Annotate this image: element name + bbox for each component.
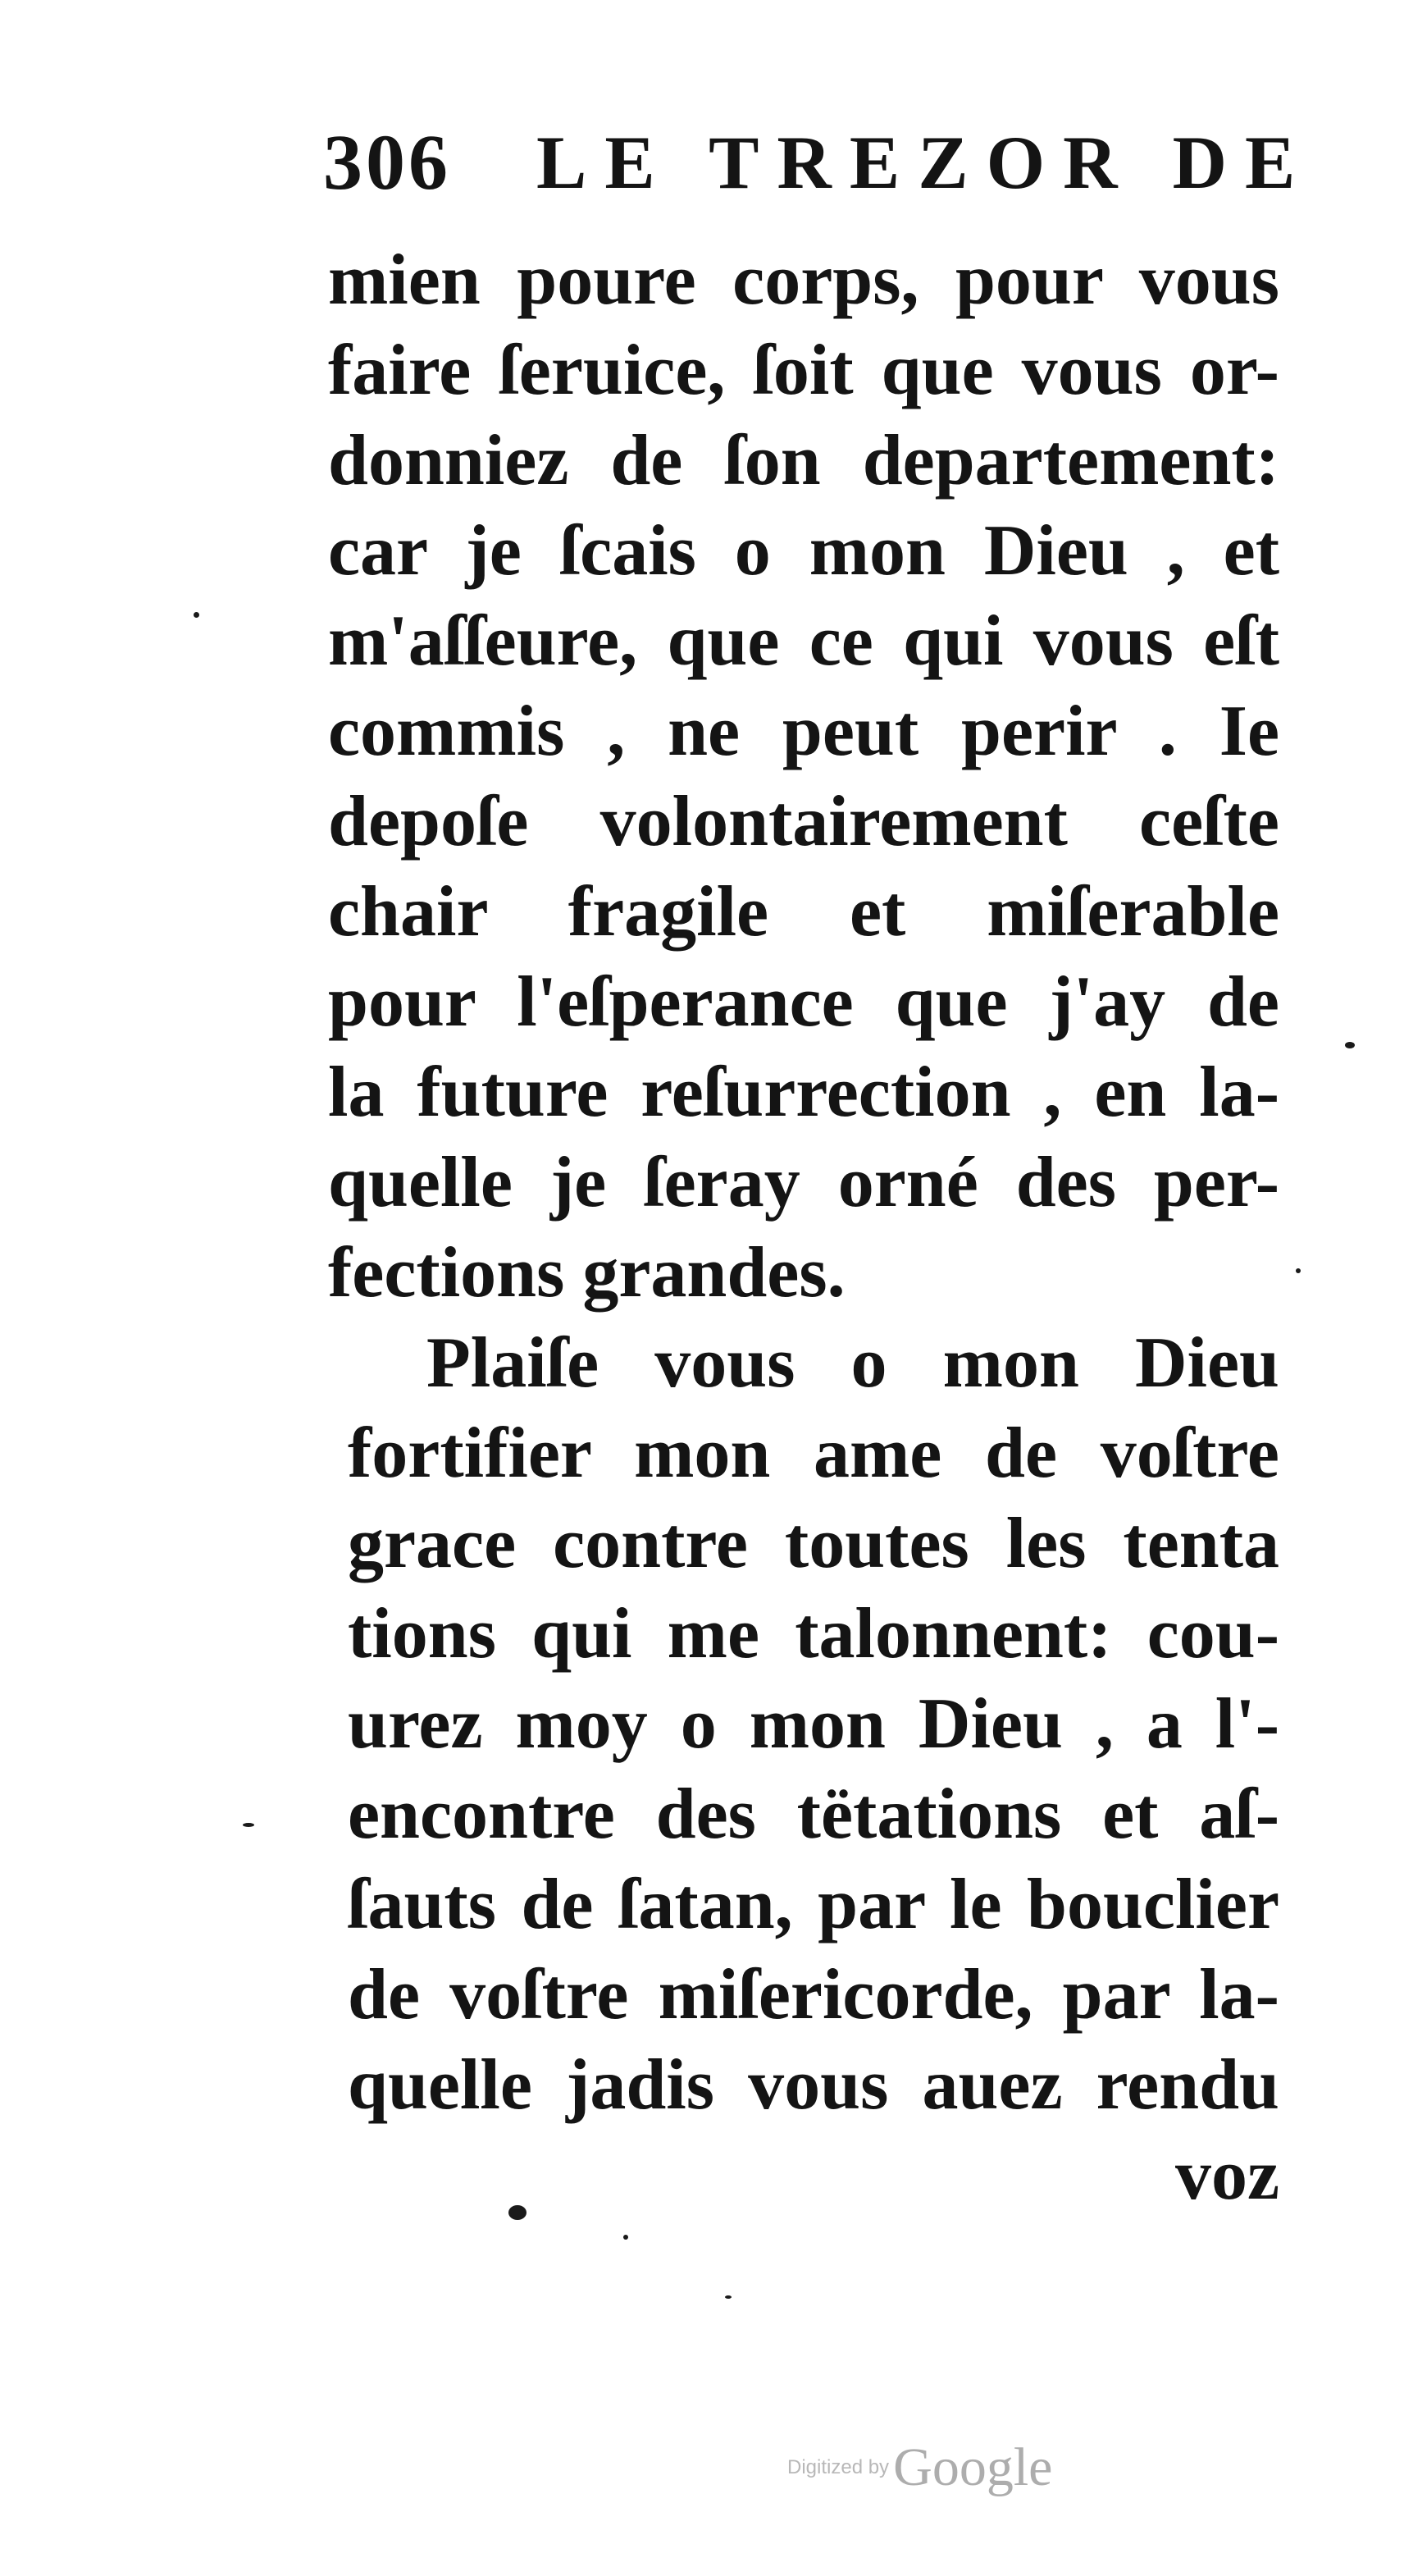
ink-speck: [623, 2235, 628, 2240]
text-line: grace contre toutes les tenta: [348, 1504, 1279, 1583]
ink-speck: [1296, 1268, 1301, 1273]
ink-speck: [194, 612, 199, 618]
text-line: depoſe volontairement ceſte: [328, 782, 1279, 861]
text-line: encontre des tëtations et aſ-: [348, 1774, 1279, 1854]
watermark-prefix: Digitized by: [787, 2456, 890, 2478]
ink-speck: [243, 1823, 254, 1827]
text-line: de voſtre miſericorde, par la-: [348, 1955, 1279, 2035]
catchword: voz: [1174, 2135, 1279, 2215]
text-line: car je ſcais o mon Dieu , et: [328, 511, 1279, 591]
text-line: faire ſeruice, ſoit que vous or-: [328, 331, 1279, 410]
text-line: ſauts de ſatan, par le bouclier: [348, 1865, 1279, 1944]
text-line: la future reſurrection , en la-: [328, 1053, 1279, 1132]
text-line: m'aſſeure, que ce qui vous eſt: [328, 601, 1279, 681]
text-line: quelle je ſeray orné des per-: [328, 1143, 1279, 1222]
text-line: fections grandes.: [328, 1233, 846, 1313]
text-line: urez moy o mon Dieu , a l'-: [348, 1684, 1279, 1764]
paragraph-first-line: Plaiſe vous o mon Dieu: [426, 1323, 1279, 1403]
text-line: fortifier mon ame de voſtre: [348, 1414, 1279, 1493]
digitized-watermark: [787, 2437, 1052, 2510]
text-line: chair fragile et miſerable: [328, 872, 1279, 952]
google-logo: Google: [893, 2437, 1053, 2497]
page-number: 306: [323, 118, 451, 206]
ink-speck: [508, 2205, 526, 2220]
ink-speck: [1345, 1042, 1355, 1048]
text-line: donniez de ſon departement:: [328, 421, 1279, 500]
text-line: mien poure corps, pour vous: [328, 240, 1279, 320]
text-line: commis , ne peut perir . Ie: [328, 692, 1279, 771]
ink-speck: [725, 2295, 732, 2299]
text-line: pour l'eſperance que j'ay de: [328, 962, 1279, 1042]
running-head: LE TREZOR DE: [536, 121, 1314, 204]
text-line: quelle jadis vous auez rendu: [348, 2045, 1279, 2125]
page-header: [323, 113, 1314, 212]
text-line: tions qui me talonnent: cou-: [348, 1594, 1279, 1674]
